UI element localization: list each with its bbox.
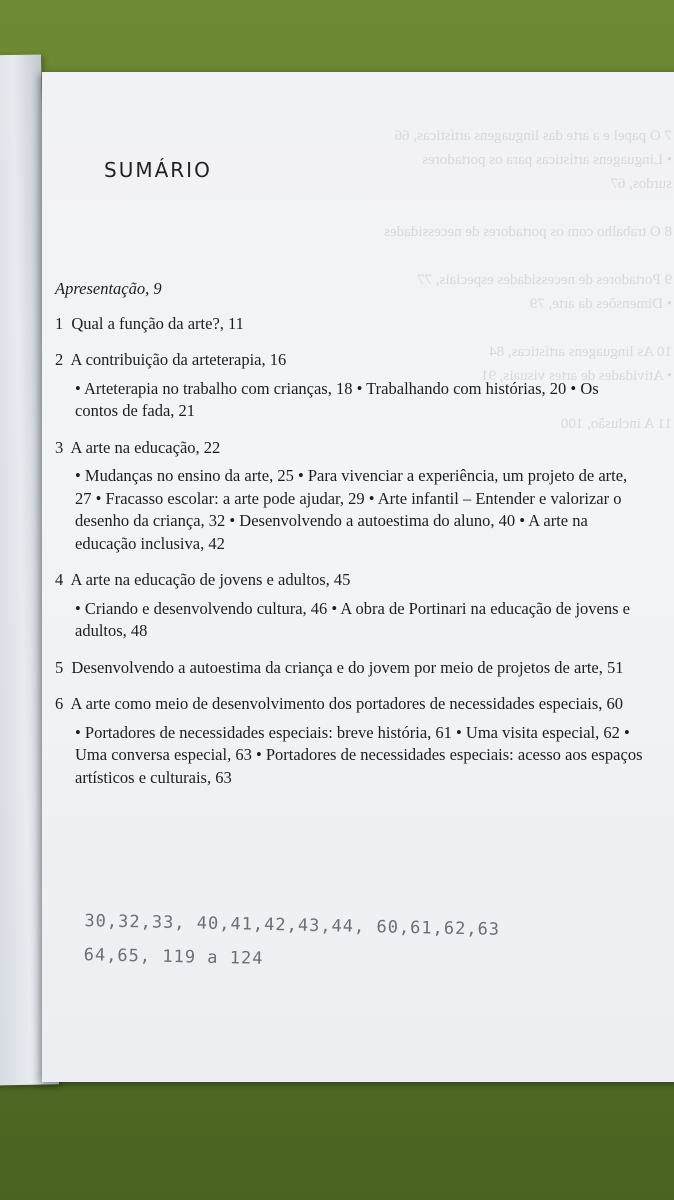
intro-entry: Apresentação, 9	[55, 279, 162, 298]
chapter-number: 2	[55, 350, 64, 369]
page-title: SUMÁRIO	[104, 158, 212, 182]
chapter-entry	[55, 657, 645, 680]
show-through-text: 7 O papel e a arte das linguagens artísticas, 66 • Linguagens artísticas para os portadores surdos, 67 8 O trabalho com os portadores de necessidades 9 Portadores de necessidades especiais, 77 • Dimensões da arte, 79 10 As linguagens artísticas, 84 • Atividades de artes visuais, 91 11 A inclusão, 100	[384, 128, 672, 432]
chapter-title: Desenvolvendo a autoestima da criança e do jovem por meio de projetos de arte, 51	[71, 657, 624, 677]
chapter-title: Qual a função da arte?, 11	[71, 313, 244, 333]
chapter-title: A arte na educação, 22	[70, 437, 221, 457]
chapter-number: 6	[55, 694, 64, 713]
chapter-heading	[55, 693, 645, 716]
handwritten-note	[83, 904, 644, 984]
chapter-title: A arte na educação de jovens e adultos, 45	[70, 570, 351, 589]
chapter-entry	[55, 437, 645, 556]
chapter-entry	[55, 693, 645, 789]
chapter-subsections: • Portadores de necessidades especiais: breve história, 61 • Uma visita especial, 62 • Uma conversa especial, 63 • Portadores de necessidades especiais: acesso aos espaços artísticos e culturais, 63	[75, 722, 643, 787]
chapter-heading	[55, 349, 645, 372]
handwritten-line: 30,32,33, 40,41,42,43,44, 60,61,62,63	[84, 911, 501, 940]
chapter-subsections: • Mudanças no ensino da arte, 25 • Para vivenciar a experiência, um projeto de arte, 27 • Fracasso escolar: a arte pode ajudar, 29 • Arte infantil – Entender e valorizar o desenho da criança, 32 • Desenvolvendo a autoestima do aluno, 40 • A arte na educação inclusiva, 42	[75, 466, 628, 553]
chapter-heading	[55, 313, 645, 336]
chapter-number: 4	[55, 570, 64, 589]
chapter-number: 5	[55, 657, 64, 677]
chapter-title: A contribuição da arteterapia, 16	[70, 350, 287, 369]
chapter-entry	[55, 313, 645, 336]
chapter-title: A arte como meio de desenvolvimento dos portadores de necessidades especiais, 60	[70, 694, 624, 713]
chapter-heading	[55, 569, 645, 592]
table-of-contents	[55, 278, 645, 803]
chapter-number: 3	[55, 437, 64, 457]
chapter-entry	[55, 569, 645, 643]
handwritten-line: 64,65, 119 a 124	[83, 945, 264, 969]
chapter-subsections: • Arteterapia no trabalho com crianças, 18 • Trabalhando com histórias, 20 • Os contos de fada, 21	[75, 378, 599, 420]
chapter-heading	[55, 437, 645, 460]
book-page	[42, 72, 674, 1082]
chapter-subsections: • Criando e desenvolvendo cultura, 46 • A obra de Portinari na educação de jovens e adultos, 48	[75, 598, 630, 640]
chapter-entry	[55, 349, 645, 423]
chapter-heading	[55, 657, 645, 680]
chapter-number: 1	[55, 313, 64, 333]
